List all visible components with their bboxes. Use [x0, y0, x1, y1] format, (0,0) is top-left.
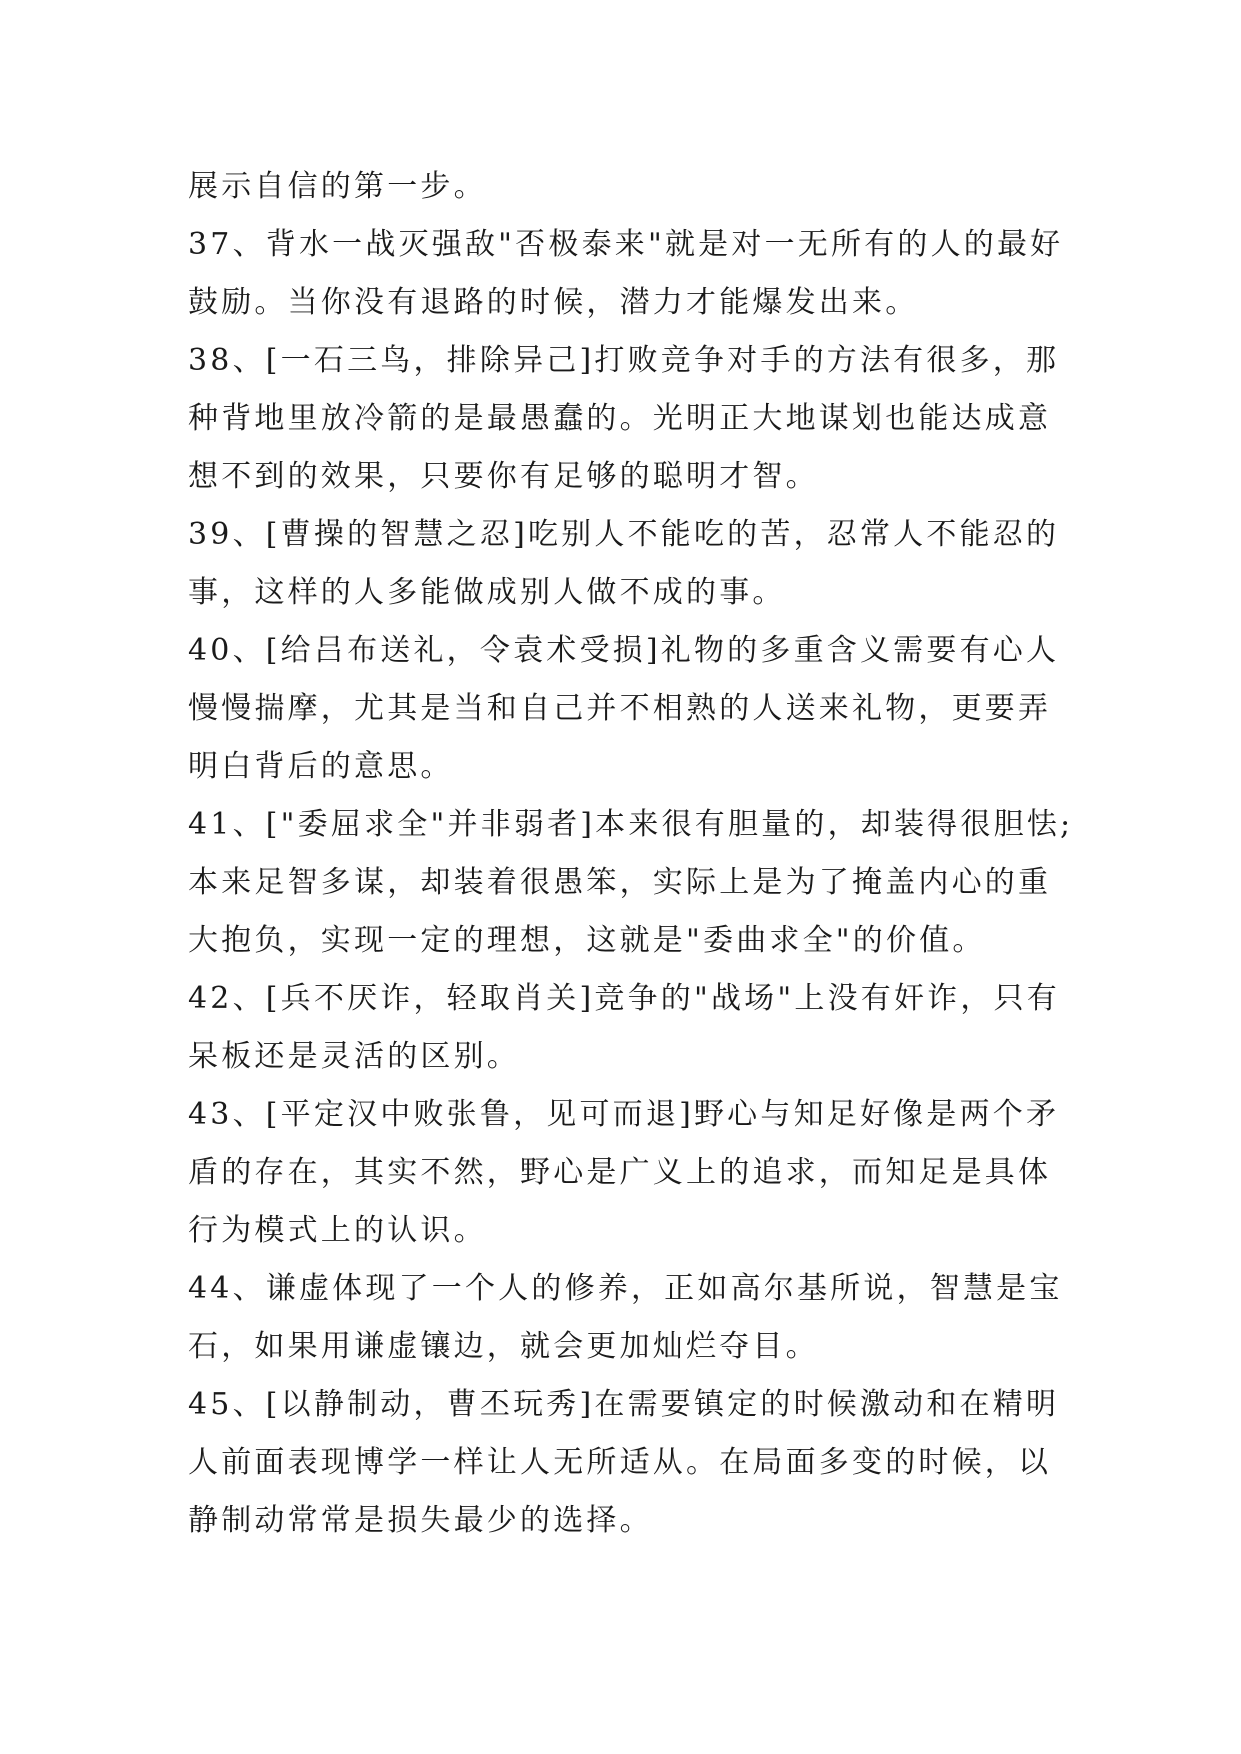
text-line: 行为模式上的认识。	[188, 1213, 487, 1248]
text-line: 人前面表现博学一样让人无所适从。在局面多变的时候，以	[188, 1445, 1052, 1480]
text-line: 慢慢揣摩，尤其是当和自己并不相熟的人送来礼物，更要弄	[188, 691, 1052, 726]
text-line: 种背地里放冷箭的是最愚蠢的。光明正大地谋划也能达成意	[188, 401, 1052, 436]
text-line: 呆板还是灵活的区别。	[188, 1039, 520, 1074]
text-line: 展示自信的第一步。	[188, 169, 487, 204]
text-line: 40、[给吕布送礼，令袁术受损]礼物的多重含义需要有心人	[188, 633, 1060, 668]
text-line: 事，这样的人多能做成别人做不成的事。	[188, 575, 786, 610]
text-line: 41、["委屈求全"并非弱者]本来很有胆量的，却装得很胆怯;	[188, 807, 1074, 842]
text-line: 45、[以静制动，曹丕玩秀]在需要镇定的时候激动和在精明	[188, 1387, 1060, 1422]
text-line: 大抱负，实现一定的理想，这就是"委曲求全"的价值。	[188, 923, 986, 958]
text-line: 37、背水一战灭强敌"否极泰来"就是对一无所有的人的最好	[188, 227, 1064, 262]
text-line: 43、[平定汉中败张鲁，见可而退]野心与知足好像是两个矛	[188, 1097, 1060, 1132]
text-line: 38、[一石三鸟，排除异己]打败竞争对手的方法有很多，那	[188, 343, 1060, 378]
text-line: 想不到的效果，只要你有足够的聪明才智。	[188, 459, 819, 494]
text-line: 鼓励。当你没有退路的时候，潜力才能爆发出来。	[188, 285, 919, 320]
text-line: 42、[兵不厌诈，轻取肖关]竞争的"战场"上没有奸诈，只有	[188, 981, 1060, 1016]
text-line: 静制动常常是损失最少的选择。	[188, 1503, 653, 1538]
text-line: 明白背后的意思。	[188, 749, 454, 784]
document-body	[188, 158, 1074, 1550]
text-line: 盾的存在，其实不然，野心是广义上的追求，而知足是具体	[188, 1155, 1052, 1190]
text-line: 44、谦虚体现了一个人的修养，正如高尔基所说，智慧是宝	[188, 1271, 1063, 1306]
text-line: 39、[曹操的智慧之忍]吃别人不能吃的苦，忍常人不能忍的	[188, 517, 1060, 552]
text-line: 石，如果用谦虚镶边，就会更加灿烂夺目。	[188, 1329, 819, 1364]
text-line: 本来足智多谋，却装着很愚笨，实际上是为了掩盖内心的重	[188, 865, 1052, 900]
